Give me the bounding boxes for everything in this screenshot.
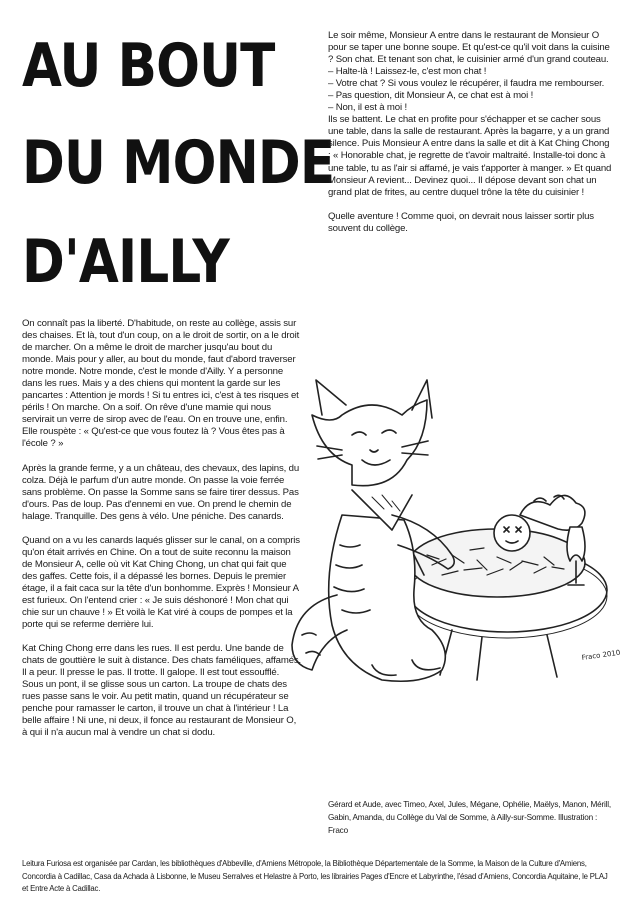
cat-head — [312, 400, 427, 486]
dialog-line: – Pas question, dit Monsieur A, ce chat est à moi ! — [328, 90, 534, 102]
right-column — [328, 30, 613, 247]
dialog-line: – Votre chat ? Si vous voulez le récupérer, il faudra me rembourser. — [328, 78, 605, 90]
paragraph: Quelle aventure ! Comme quoi, on devrait nous laisser sortir plus souvent du collège. — [328, 210, 594, 234]
footer-text: Leitura Furiosa est organisée par Cardan, les bibliothèques d'Abbeville, d'Amiens Métropole, la Bibliothèque Départementale de la Somme, la Maison de la Culture d'Amiens, Concordia à Cadillac, Casa da Achada à Lisbonne, le Museu Serralves et Helastre à Porto, les librairies Pages d'Encre et Labyrinthe, l'ésad d'Amiens, Concordia Aquitaine, le PLAJ et Entre Acte à Cadillac. — [22, 859, 608, 893]
paragraph: Quand on a vu les canards laqués glisser sur le canal, on a compris qu'on était arrivés en Chine. On a tout de suite reconnu la maison de Monsieur A, celle où vit Kat Ching Chong, un chat qui fait que des gaffes. Cette fois, il a dépassé les bornes. Depuis le premier étage, il a fait caca sur la tête d'un bonhomme. Exprès ! Monsieur A est furieux. On l'entend crier : « Je suis déshonoré ! Mon chat qui chie sur un chauve ! » Et voilà le Kat viré à coups de pompes et la porte qui se referme derrière lui. — [22, 534, 300, 631]
title-line-1: AU BOUT — [22, 31, 275, 101]
paragraph: Le soir même, Monsieur A entre dans le restaurant de Monsieur O pour se taper une bonne soupe. Et qu'est-ce qu'il voit dans la cuisine ? Son chat. Et tenant son chat, le cuisinier armé d'un grand couteau. — [328, 30, 610, 66]
title-line-3: D'AILLY — [22, 227, 229, 297]
artist-signature: Fraco 2010 — [581, 648, 621, 662]
paragraph: Kat Ching Chong erre dans les rues. Il est perdu. Une bande de chats de gouttière le suit à distance. Des chats faméliques, affamés. Il a peur. Il presse le pas. Il trotte. Il galope. Il est tout essoufflé. Sous un pont, il se glisse sous un carton. La troupe de chats des rues passe sans le voir. Au petit matin, quand un récupérateur se penche pour ramasser le carton, il trouve un chat à l'intérieur ! La belle affaire ! Ni une, ni deux, il fonce au restaurant de Monsieur O, à qui il n'a aucun mal à vendre un chat si dodu. — [22, 643, 302, 739]
cat-illustration — [282, 265, 622, 685]
left-column — [22, 318, 302, 752]
title-line-2: DU MONDE — [22, 128, 335, 198]
credit-text: Gérard et Aude, avec Timeo, Axel, Jules, Mégane, Ophélie, Maëlys, Manon, Mérill, Gabin, Amanda, du Collège du Val de Somme, à Ailly-sur-Somme. Illustration : Fraco — [328, 800, 611, 835]
dialog-line: – Halte-là ! Laissez-le, c'est mon chat ! — [328, 66, 487, 78]
paragraph: Ils se battent. Le chat en profite pour s'échapper et se cacher sous une table, dans la salle de restaurant. Après la bagarre, y a un grand silence. Puis Monsieur A entre dans la salle et dit à Kat Ching Chong : « Honorable chat, je regrette de t'avoir maltraité. Installe-toi donc à une table, tu as l'air si affamé, je vais t'apporter à manger. » Et quand Monsieur A revient... Devinez quoi... Il dépose devant son chat un grand plat de frites, au centre duquel trône la tête du cuisinier ! — [328, 114, 612, 198]
paragraph: Après la grande ferme, y a un château, des chevaux, des lapins, du colza. Déjà le parfum d'un autre monde. On passe la voie ferrée sans problème. On passe la Somme sans se faire tirer dessus. Pas d'ours. Pas de loup. Pas d'ennemi en vue. On prend le chemin de halage. Tranquille. Des gens à vélo. Une péniche. Des canards. — [22, 462, 300, 522]
dialog-line: – Non, il est à moi ! — [328, 102, 407, 114]
paragraph: On connaît pas la liberté. D'habitude, on reste au collège, assis sur des chaises. Et là, tout d'un coup, on a le droit de sortir, on a le droit de marcher. On a même le droit de marcher jusqu'au bout du monde. Mais pour y aller, au bout du monde, faut d'abord traverser notre monde. Notre monde, c'est le monde d'Ailly. Y a personne dans les rues. Mais y a des chiens qui montent la garde sur les pancartes : Attention je mords ! Si tu entres ici, c'est à tes risques et périls ! On marche. On a soif. On rêve d'une mamie qui nous servirait un verre de sirop avec de l'eau. On en trouve une, enfin. Elle rouspète : « Qu'est-ce que vous foutez là ? Vous êtes pas à l'école ? » — [22, 318, 300, 450]
cook-head — [494, 515, 530, 551]
